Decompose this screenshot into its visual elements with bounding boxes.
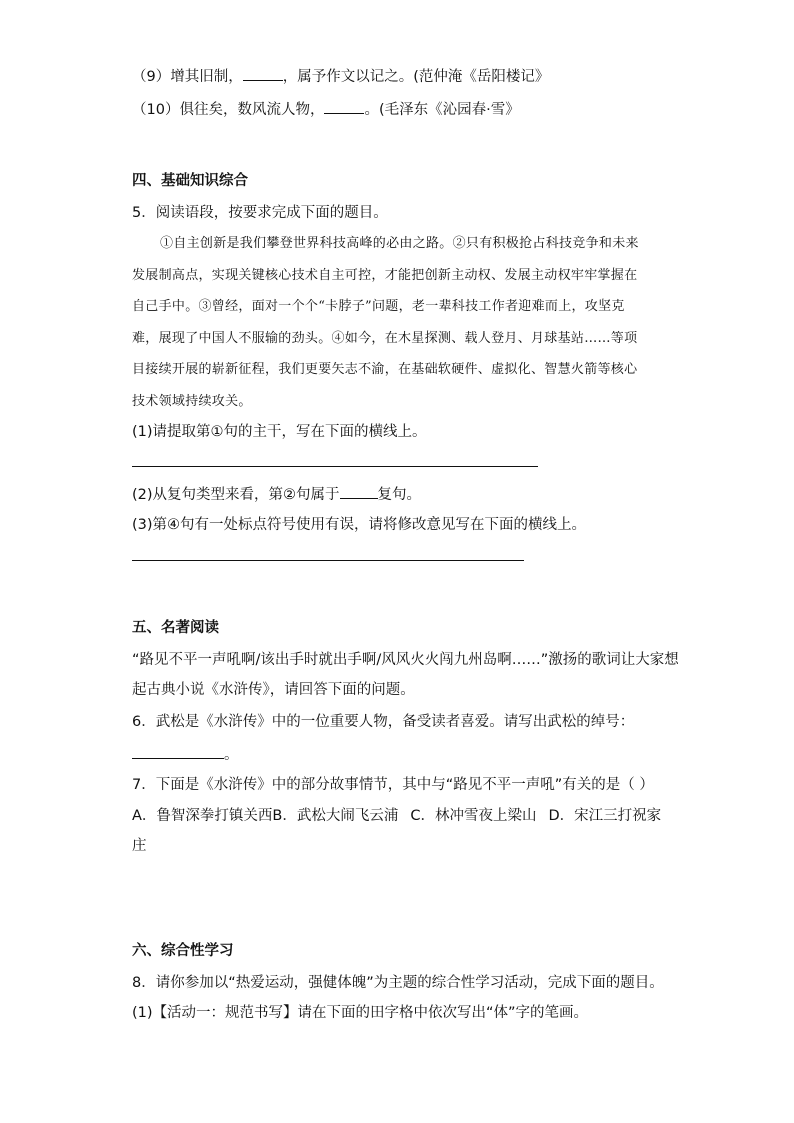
answer-blank[interactable]	[324, 99, 364, 114]
fill-item-10-post: 。(毛泽东《沁园春·雪》	[364, 102, 520, 118]
passage-line: ①自主创新是我们攀登世界科技高峰的必由之路。②只有积极抢占科技竞争和未来	[160, 236, 639, 251]
option-b[interactable]: B．武松大闹飞云浦	[272, 808, 399, 824]
fill-item-10	[132, 99, 520, 120]
fill-item-10-pre: （10）俱往矣，数风流人物，	[132, 102, 325, 118]
question-5-2-post: 复句。	[377, 487, 422, 503]
fill-item-9-post: ，属予作文以记之。(范仲淹《岳阳楼记》	[282, 69, 550, 85]
section-5-title: 五、名著阅读	[132, 620, 219, 636]
fill-item-9	[132, 66, 549, 87]
question-6-end: 。	[224, 747, 239, 763]
section-4-title: 四、基础知识综合	[132, 173, 248, 189]
section-5-intro: “路见不平一声吼啊/该出手时就出手啊/风风火火闯九州岛啊……”激扬的歌词让大家想	[132, 652, 679, 668]
section-6-title: 六、综合性学习	[132, 943, 234, 959]
question-6-answer	[132, 744, 239, 765]
answer-blank[interactable]	[243, 66, 283, 81]
question-6: 6．武松是《水浒传》中的一位重要人物，备受读者喜爱。请写出武松的绰号：	[132, 714, 635, 730]
answer-blank[interactable]	[132, 744, 224, 759]
option-c[interactable]: C．林冲雪夜上梁山	[410, 808, 537, 824]
option-d[interactable]: D．宋江三打祝家	[548, 808, 662, 824]
passage-line: 发展制高点，实现关键核心技术自主可控，才能把创新主动权、发展主动权牢牢掌握在	[132, 268, 638, 283]
passage-line: 自己手中。③曾经，面对一个个“卡脖子”问题，老一辈科技工作者迎难而上，攻坚克	[132, 299, 625, 314]
section-5-intro: 起古典小说《水浒传》，请回答下面的问题。	[132, 682, 415, 698]
question-5-2-pre: (2)从复句类型来看，第②句属于	[132, 487, 340, 503]
answer-line[interactable]	[132, 560, 524, 561]
fill-item-9-pre: （9）增其旧制，	[132, 69, 243, 85]
answer-line[interactable]	[132, 466, 538, 467]
passage-line: 难，展现了中国人不服输的劲头。④如今，在木星探测、载人登月、月球基站……等项	[132, 331, 638, 346]
question-8: 8．请你参加以“热爱运动，强健体魄”为主题的综合性学习活动，完成下面的题目。	[132, 975, 664, 991]
question-5-1: (1)请提取第①句的主干，写在下面的横线上。	[132, 424, 427, 440]
question-8-1: (1)【活动一：规范书写】请在下面的田字格中依次写出“体”字的笔画。	[132, 1005, 589, 1021]
option-d-wrap: 庄	[132, 838, 147, 854]
question-5-2	[132, 484, 421, 505]
answer-blank[interactable]	[340, 484, 378, 499]
question-7: 7．下面是《水浒传》中的部分故事情节，其中与“路见不平一声吼”有关的是（ ）	[132, 777, 654, 793]
question-7-options	[132, 806, 661, 826]
question-5-3: (3)第④句有一处标点符号使用有误，请将修改意见写在下面的横线上。	[132, 517, 587, 533]
question-5: 5．阅读语段，按要求完成下面的题目。	[132, 205, 388, 221]
option-a[interactable]: A．鲁智深拳打镇关西	[132, 808, 273, 824]
passage-line: 目接续开展的崭新征程，我们更要矢志不渝，在基础软硬件、虚拟化、智慧火箭等核心	[132, 362, 638, 377]
passage-line: 技术领域持续攻关。	[132, 394, 252, 409]
